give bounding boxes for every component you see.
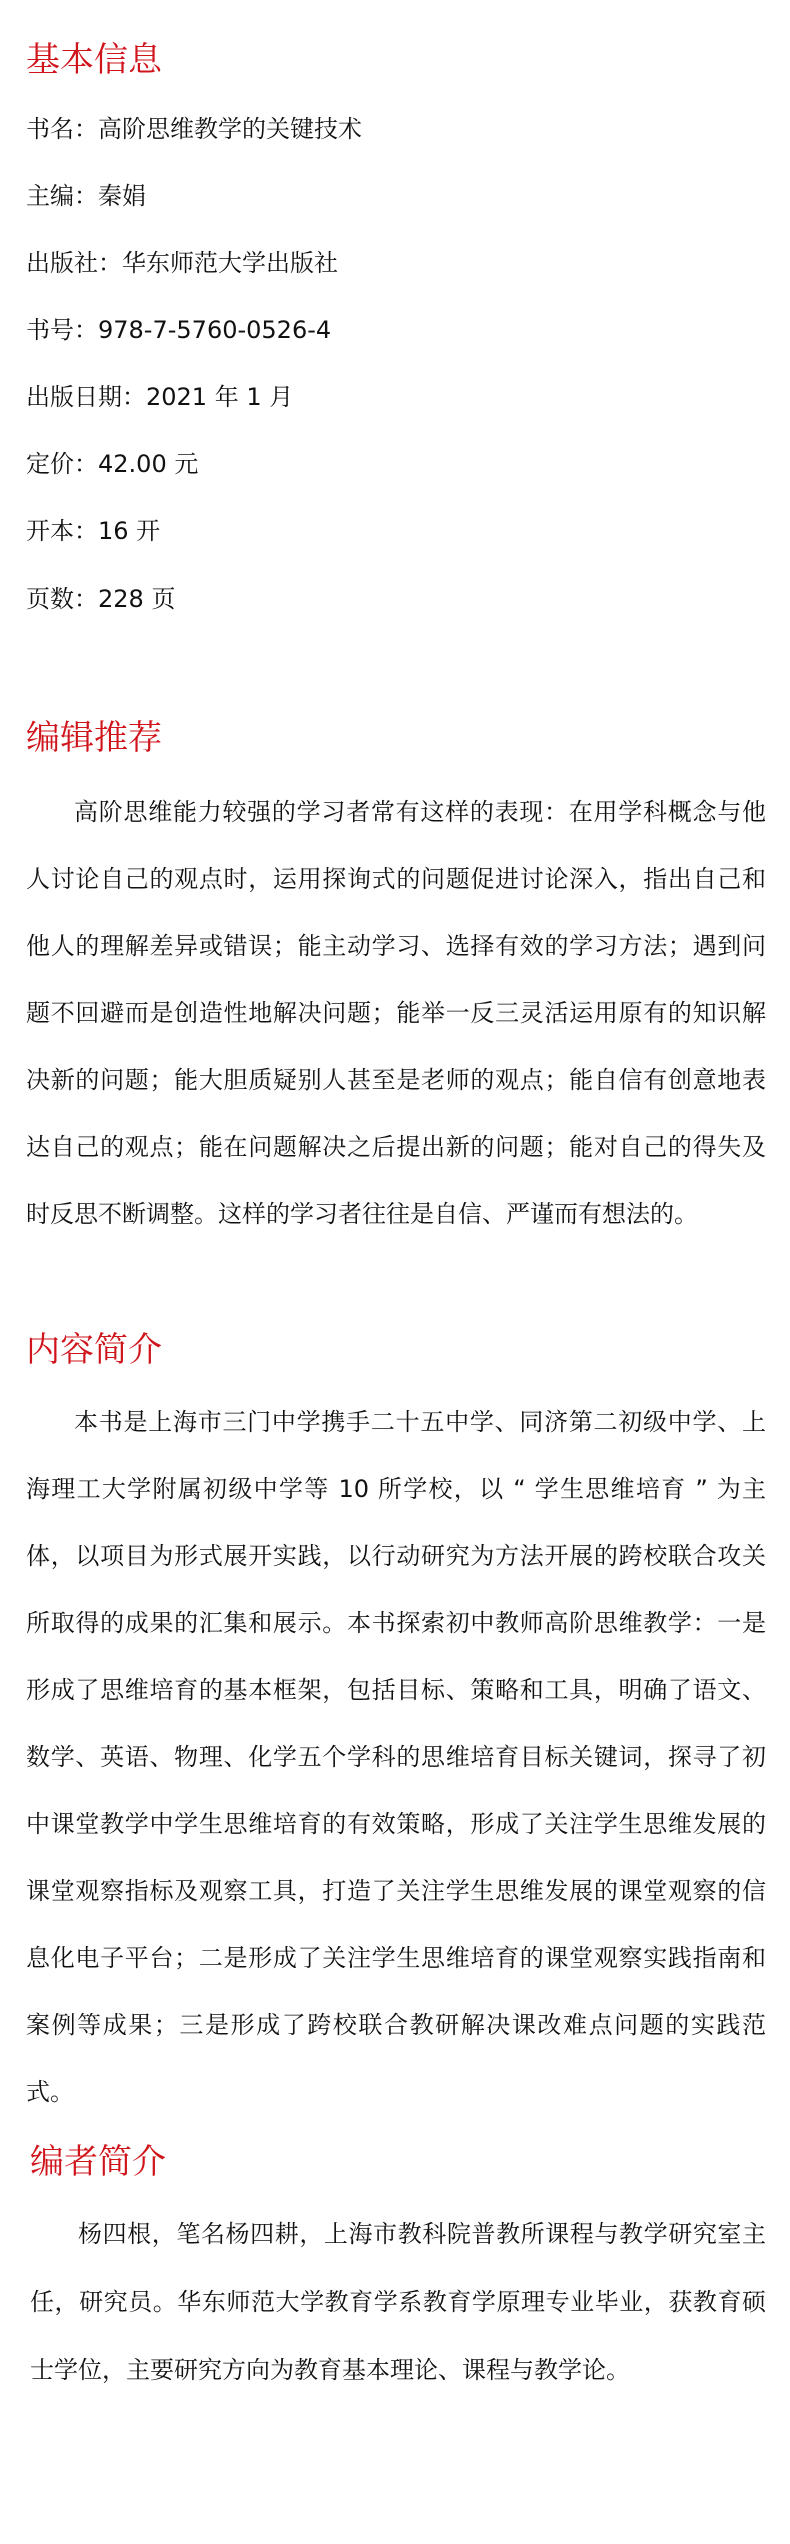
info-label: 书名： (26, 115, 98, 143)
info-row-pages (26, 584, 175, 614)
section-heading-content-summary: 内容简介 (26, 1330, 162, 1370)
info-row-editor (26, 181, 146, 211)
info-value: 秦娟 (98, 182, 146, 210)
info-value: 42.00 元 (98, 450, 199, 478)
info-row-price (26, 449, 198, 479)
info-row-isbn (26, 315, 331, 345)
info-label: 主编： (26, 182, 98, 210)
section-heading-editor-profile: 编者简介 (30, 2142, 166, 2182)
info-row-publish-date (26, 382, 293, 412)
info-label: 页数： (26, 585, 98, 613)
info-value: 2021 年 1 月 (146, 383, 294, 411)
info-value: 978-7-5760-0526-4 (98, 316, 332, 344)
info-row-format (26, 516, 160, 546)
info-value: 高阶思维教学的关键技术 (98, 115, 362, 143)
editor-recommendation-text: 高阶思维能力较强的学习者常有这样的表现：在用学科概念与他人讨论自己的观点时，运用探询式的问题促进讨论深入，指出自己和他人的理解差异或错误；能主动学习、选择有效的学习方法；遇到问题不回避而是创造性地解决问题；能举一反三灵活运用原有的知识解决新的问题；能大胆质疑别人甚至是老师的观点；能自信有创意地表达自己的观点；能在问题解决之后提出新的问题；能对自己的得失及时反思不断调整。这样的学习者往往是自信、严谨而有想法的。 (26, 798, 766, 1228)
info-label: 定价： (26, 450, 98, 478)
content-summary-text: 本书是上海市三门中学携手二十五中学、同济第二初级中学、上海理工大学附属初级中学等 10 所学校，以 “ 学生思维培育 ” 为主体，以项目为形式展开实践，以行动研究为方法开展的跨校联合攻关所取得的成果的汇集和展示。本书探索初中教师高阶思维教学：一是形成了思维培育的基本框架，包括目标、策略和工具，明确了语文、数学、英语、物理、化学五个学科的思维培育目标关键词，探寻了初中课堂教学中学生思维培育的有效策略，形成了关注学生思维发展的课堂观察指标及观察工具，打造了关注学生思维发展的课堂观察的信息化电子平台；二是形成了关注学生思维培育的课堂观察实践指南和案例等成果；三是形成了跨校联合教研解决课改难点问题的实践范式。 (26, 1408, 766, 2106)
editor-profile-text: 杨四根，笔名杨四耕，上海市教科院普教所课程与教学研究室主任，研究员。华东师范大学教育学系教育学原理专业毕业，获教育硕士学位，主要研究方向为教育基本理论、课程与教学论。 (30, 2220, 766, 2384)
info-label: 书号： (26, 316, 98, 344)
info-value: 228 页 (98, 585, 176, 613)
info-label: 出版社： (26, 249, 122, 277)
info-row-title (26, 114, 362, 144)
info-label: 出版日期： (26, 383, 146, 411)
info-value: 16 开 (98, 517, 161, 545)
info-row-publisher (26, 248, 338, 278)
section-heading-editor-recommendation: 编辑推荐 (26, 718, 162, 758)
info-value: 华东师范大学出版社 (122, 249, 338, 277)
section-heading-basic-info: 基本信息 (26, 40, 162, 80)
info-label: 开本： (26, 517, 98, 545)
